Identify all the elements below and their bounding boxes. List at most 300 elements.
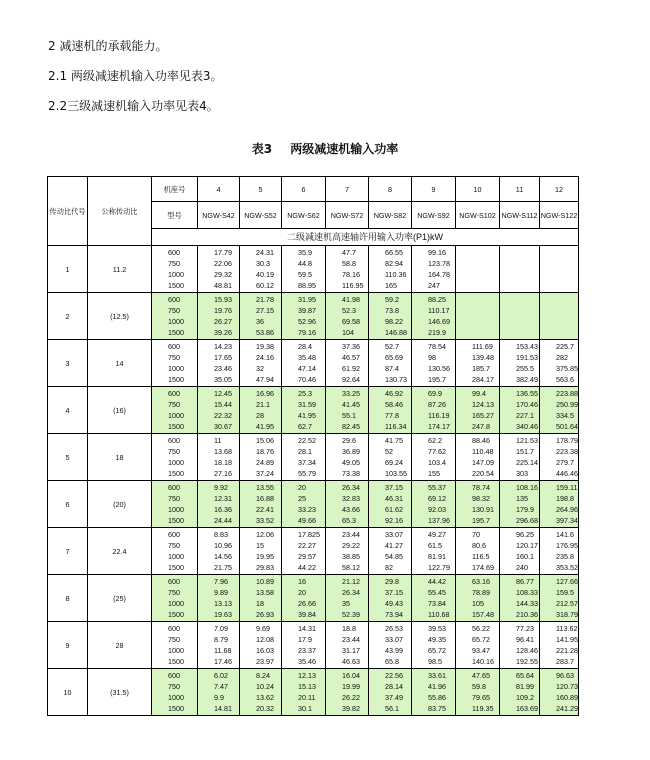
power-cell bbox=[540, 481, 579, 528]
power-value bbox=[516, 280, 539, 291]
power-value: 52.39 bbox=[342, 610, 360, 619]
power-value: 116.5 bbox=[472, 552, 490, 561]
power-value: 17.46 bbox=[214, 657, 232, 666]
ratio-cell: (12.5) bbox=[88, 293, 152, 340]
power-cell bbox=[240, 528, 282, 575]
power-value bbox=[472, 327, 499, 338]
power-value: 35 bbox=[342, 599, 350, 608]
power-value: 141.6 bbox=[556, 530, 574, 539]
power-value bbox=[472, 258, 499, 269]
power-value: 16.36 bbox=[214, 505, 232, 514]
table-row bbox=[48, 434, 579, 481]
power-value: 130.91 bbox=[472, 505, 494, 514]
power-value: 127.66 bbox=[556, 577, 578, 586]
code-cell: 9 bbox=[48, 622, 88, 669]
power-value: 10.89 bbox=[256, 577, 274, 586]
speed-value: 1500 bbox=[168, 610, 184, 619]
speed-value: 1000 bbox=[168, 646, 184, 655]
power-value: 88.25 bbox=[428, 295, 446, 304]
speed-value: 1500 bbox=[168, 328, 184, 337]
power-value: 16.96 bbox=[256, 389, 274, 398]
section-heading: 2 减速机的承载能力。 bbox=[48, 39, 168, 53]
power-value: 17.65 bbox=[214, 353, 232, 362]
power-cell bbox=[500, 340, 540, 387]
power-cell bbox=[240, 434, 282, 481]
power-value: 65.72 bbox=[428, 646, 446, 655]
power-cell bbox=[198, 622, 240, 669]
power-value: 23.46 bbox=[214, 364, 232, 373]
power-cell bbox=[240, 246, 282, 293]
power-value: 174.17 bbox=[428, 422, 450, 431]
power-value: 54.85 bbox=[385, 552, 403, 561]
power-value: 19.95 bbox=[256, 552, 274, 561]
speed-value: 1500 bbox=[168, 422, 184, 431]
power-value: 99.4 bbox=[472, 389, 486, 398]
power-cell bbox=[326, 622, 369, 669]
power-value: 35.46 bbox=[298, 657, 316, 666]
power-value: 58.8 bbox=[342, 259, 356, 268]
power-value: 92.03 bbox=[428, 505, 446, 514]
power-cell bbox=[326, 575, 369, 622]
power-cell bbox=[198, 669, 240, 716]
power-value: 108.16 bbox=[516, 483, 538, 492]
power-value: 120.73 bbox=[556, 682, 578, 691]
power-value: 147.09 bbox=[472, 458, 494, 467]
power-value: 70.46 bbox=[298, 375, 316, 384]
power-value: 14.81 bbox=[214, 704, 232, 713]
power-value: 49.35 bbox=[428, 635, 446, 644]
power-value: 223.38 bbox=[556, 447, 578, 456]
power-cell bbox=[282, 246, 326, 293]
power-value: 210.36 bbox=[516, 610, 538, 619]
power-value: 28.14 bbox=[385, 682, 403, 691]
speed-value: 750 bbox=[168, 447, 180, 456]
power-value: 96.63 bbox=[556, 671, 574, 680]
power-value: 296.68 bbox=[516, 516, 538, 525]
power-value: 73.8 bbox=[385, 306, 399, 315]
power-value: 136.55 bbox=[516, 389, 538, 398]
power-value bbox=[556, 294, 578, 305]
power-cell bbox=[456, 246, 500, 293]
power-value: 58.12 bbox=[342, 563, 360, 572]
power-value: 62.7 bbox=[298, 422, 312, 431]
speed-value: 1000 bbox=[168, 411, 184, 420]
code-cell: 8 bbox=[48, 575, 88, 622]
speed-value: 1000 bbox=[168, 552, 184, 561]
speed-cell bbox=[152, 575, 198, 622]
power-value: 9.89 bbox=[214, 588, 228, 597]
power-cell bbox=[456, 340, 500, 387]
speed-value: 600 bbox=[168, 577, 180, 586]
frame-no: 11 bbox=[500, 177, 540, 202]
power-value: 375.85 bbox=[556, 364, 578, 373]
power-value: 176.95 bbox=[556, 541, 578, 550]
power-value: 21.75 bbox=[214, 563, 232, 572]
speed-value: 1000 bbox=[168, 458, 184, 467]
power-value: 160.89 bbox=[556, 693, 578, 702]
speed-value: 1500 bbox=[168, 281, 184, 290]
power-value: 563.6 bbox=[556, 375, 574, 384]
power-value: 110.36 bbox=[385, 270, 407, 279]
table-caption: 表3 两级减速机输入功率 bbox=[251, 142, 399, 156]
power-value: 52.7 bbox=[385, 342, 399, 351]
power-value: 31.95 bbox=[298, 295, 316, 304]
power-value: 116.34 bbox=[385, 422, 407, 431]
power-value: 61.5 bbox=[428, 541, 442, 550]
power-value: 7.47 bbox=[214, 682, 228, 691]
power-value: 192.55 bbox=[516, 657, 538, 666]
frame-no: 5 bbox=[240, 177, 282, 202]
power-value: 65.8 bbox=[385, 657, 399, 666]
power-cell bbox=[198, 293, 240, 340]
power-value bbox=[556, 280, 578, 291]
power-value: 26.22 bbox=[342, 693, 360, 702]
power-value: 26.34 bbox=[342, 588, 360, 597]
power-cell bbox=[369, 669, 412, 716]
unit-row: 二级减速机高速轴许用输入功率(P1)kW bbox=[152, 229, 579, 246]
power-value: 41.95 bbox=[256, 422, 274, 431]
power-value: 111.69 bbox=[472, 342, 493, 351]
power-value: 92.64 bbox=[342, 375, 360, 384]
power-value: 20 bbox=[298, 483, 306, 492]
speed-value: 1000 bbox=[168, 270, 184, 279]
power-cell bbox=[282, 622, 326, 669]
power-value: 12.45 bbox=[214, 389, 232, 398]
table-row bbox=[48, 293, 579, 340]
power-cell bbox=[412, 528, 456, 575]
power-value: 69.58 bbox=[342, 317, 360, 326]
power-cell bbox=[540, 669, 579, 716]
ratio-cell: (16) bbox=[88, 387, 152, 434]
power-value bbox=[472, 280, 499, 291]
power-value: 33.61 bbox=[428, 671, 446, 680]
power-value: 282 bbox=[556, 353, 568, 362]
power-value: 65.3 bbox=[342, 516, 356, 525]
power-value: 30.1 bbox=[298, 704, 312, 713]
power-value: 105 bbox=[472, 599, 484, 608]
power-value bbox=[516, 327, 539, 338]
power-value: 46.31 bbox=[385, 494, 403, 503]
power-value: 49.66 bbox=[298, 516, 316, 525]
power-value: 39.84 bbox=[298, 610, 316, 619]
power-value bbox=[472, 269, 499, 280]
power-cell bbox=[326, 481, 369, 528]
power-cell bbox=[198, 340, 240, 387]
power-value: 255.5 bbox=[516, 364, 534, 373]
power-value: 22.41 bbox=[256, 505, 274, 514]
power-value: 28.1 bbox=[298, 447, 312, 456]
power-value: 146.88 bbox=[385, 328, 407, 337]
power-value: 225.7 bbox=[556, 342, 574, 351]
power-value: 79.65 bbox=[472, 693, 490, 702]
power-value: 13.68 bbox=[214, 447, 232, 456]
power-value: 81.99 bbox=[516, 682, 534, 691]
power-value: 21.1 bbox=[256, 400, 270, 409]
power-value: 17.79 bbox=[214, 248, 232, 257]
power-value: 28.4 bbox=[298, 342, 312, 351]
power-value: 19.63 bbox=[214, 610, 232, 619]
power-value: 18.8 bbox=[342, 624, 356, 633]
power-value: 83.75 bbox=[428, 704, 446, 713]
power-value: 12.06 bbox=[256, 530, 274, 539]
power-cell bbox=[500, 387, 540, 434]
power-value: 80.6 bbox=[472, 541, 486, 550]
power-cell bbox=[282, 387, 326, 434]
power-value: 96.41 bbox=[516, 635, 534, 644]
power-value: 15.93 bbox=[214, 295, 232, 304]
speed-value: 1500 bbox=[168, 469, 184, 478]
power-cell bbox=[456, 387, 500, 434]
power-cell bbox=[369, 340, 412, 387]
power-cell bbox=[540, 575, 579, 622]
speed-value: 600 bbox=[168, 624, 180, 633]
frame-no: 7 bbox=[326, 177, 369, 202]
power-value: 44.42 bbox=[428, 577, 446, 586]
frame-no: 8 bbox=[369, 177, 412, 202]
power-cell bbox=[412, 340, 456, 387]
code-cell: 2 bbox=[48, 293, 88, 340]
power-value: 47.65 bbox=[472, 671, 490, 680]
power-value: 159.11 bbox=[556, 483, 578, 492]
power-cell bbox=[500, 246, 540, 293]
ratio-cell: 28 bbox=[88, 622, 152, 669]
power-value: 10.96 bbox=[214, 541, 232, 550]
speed-value: 600 bbox=[168, 671, 180, 680]
power-value: 247 bbox=[428, 281, 440, 290]
power-value: 39.53 bbox=[428, 624, 446, 633]
table-row bbox=[48, 340, 579, 387]
ratio-cell: 22.4 bbox=[88, 528, 152, 575]
power-value: 11.68 bbox=[214, 646, 232, 655]
power-value bbox=[516, 258, 539, 269]
power-value: 137.96 bbox=[428, 516, 450, 525]
power-cell bbox=[500, 669, 540, 716]
power-value: 39.26 bbox=[214, 328, 232, 337]
power-value bbox=[556, 305, 578, 316]
power-value: 37.15 bbox=[385, 588, 403, 597]
power-value: 77.62 bbox=[428, 447, 446, 456]
power-value: 22.32 bbox=[214, 411, 232, 420]
power-cell bbox=[500, 528, 540, 575]
power-cell bbox=[412, 575, 456, 622]
speed-cell bbox=[152, 622, 198, 669]
power-value: 279.7 bbox=[556, 458, 574, 467]
power-value: 52.3 bbox=[342, 306, 356, 315]
power-value: 23.44 bbox=[342, 530, 360, 539]
power-value: 24.16 bbox=[256, 353, 274, 362]
power-value: 33.07 bbox=[385, 635, 403, 644]
power-value: 159.5 bbox=[556, 588, 574, 597]
power-value: 26.53 bbox=[385, 624, 403, 633]
power-cell bbox=[198, 246, 240, 293]
power-cell bbox=[456, 293, 500, 340]
power-cell bbox=[326, 293, 369, 340]
code-cell: 7 bbox=[48, 528, 88, 575]
power-value: 29.22 bbox=[342, 541, 360, 550]
power-value: 26.66 bbox=[298, 599, 316, 608]
power-cell bbox=[282, 669, 326, 716]
power-value: 9.92 bbox=[214, 483, 228, 492]
power-value: 15.44 bbox=[214, 400, 232, 409]
power-value: 221.28 bbox=[556, 646, 578, 655]
power-value: 39.87 bbox=[298, 306, 316, 315]
power-cell bbox=[240, 481, 282, 528]
power-value: 59.5 bbox=[298, 270, 312, 279]
code-cell: 4 bbox=[48, 387, 88, 434]
power-value: 70 bbox=[472, 530, 480, 539]
power-value: 98.5 bbox=[428, 657, 442, 666]
speed-value: 600 bbox=[168, 483, 180, 492]
speed-value: 750 bbox=[168, 541, 180, 550]
power-value: 73.38 bbox=[342, 469, 360, 478]
power-cell bbox=[540, 528, 579, 575]
code-cell: 10 bbox=[48, 669, 88, 716]
table-row bbox=[48, 387, 579, 434]
power-cell bbox=[540, 246, 579, 293]
power-value: 33.07 bbox=[385, 530, 403, 539]
power-cell bbox=[240, 293, 282, 340]
table-row bbox=[48, 246, 579, 293]
power-value: 81.91 bbox=[428, 552, 446, 561]
power-value: 130.73 bbox=[385, 375, 407, 384]
power-value: 98 bbox=[428, 353, 436, 362]
label-model: 型号 bbox=[152, 202, 198, 229]
power-value: 9.9 bbox=[214, 693, 224, 702]
power-cell bbox=[240, 340, 282, 387]
power-value: 20.32 bbox=[256, 704, 274, 713]
code-cell: 1 bbox=[48, 246, 88, 293]
power-value bbox=[556, 258, 578, 269]
power-value: 29.57 bbox=[298, 552, 316, 561]
power-value: 26.27 bbox=[214, 317, 232, 326]
power-value: 19.38 bbox=[256, 342, 274, 351]
power-value: 334.5 bbox=[556, 411, 574, 420]
power-value: 247.8 bbox=[472, 422, 490, 431]
power-value: 10.24 bbox=[256, 682, 274, 691]
power-value: 31.17 bbox=[342, 646, 360, 655]
ratio-cell: (20) bbox=[88, 481, 152, 528]
power-value bbox=[556, 247, 578, 258]
power-value: 113.62 bbox=[556, 624, 578, 633]
power-value: 122.79 bbox=[428, 563, 450, 572]
power-value: 165 bbox=[385, 281, 397, 290]
power-value: 35.05 bbox=[214, 375, 232, 384]
speed-value: 1500 bbox=[168, 704, 184, 713]
power-value: 59.8 bbox=[472, 682, 486, 691]
power-value: 49.43 bbox=[385, 599, 403, 608]
power-value: 163.69 bbox=[516, 704, 538, 713]
speed-value: 750 bbox=[168, 353, 180, 362]
power-value: 21.12 bbox=[342, 577, 360, 586]
power-value: 157.48 bbox=[472, 610, 494, 619]
power-cell bbox=[540, 293, 579, 340]
power-value bbox=[516, 316, 539, 327]
input-power-table bbox=[47, 176, 579, 716]
power-value: 47.14 bbox=[298, 364, 316, 373]
power-value: 28 bbox=[256, 411, 264, 420]
power-value: 250.99 bbox=[556, 400, 578, 409]
table-row bbox=[48, 575, 579, 622]
power-value: 82.94 bbox=[385, 259, 403, 268]
power-value: 284.17 bbox=[472, 375, 494, 384]
power-cell bbox=[326, 528, 369, 575]
power-value: 59.2 bbox=[385, 295, 399, 304]
power-value: 44.8 bbox=[298, 259, 312, 268]
power-value: 195.7 bbox=[428, 375, 446, 384]
power-value: 110.68 bbox=[428, 610, 450, 619]
power-cell bbox=[456, 575, 500, 622]
table-body bbox=[48, 177, 579, 716]
power-value: 223.88 bbox=[556, 389, 578, 398]
power-value: 18.18 bbox=[214, 458, 232, 467]
power-value: 382.49 bbox=[516, 375, 538, 384]
power-cell bbox=[412, 481, 456, 528]
code-cell: 5 bbox=[48, 434, 88, 481]
power-value: 87.26 bbox=[428, 400, 446, 409]
power-value: 12.08 bbox=[256, 635, 274, 644]
speed-value: 1500 bbox=[168, 657, 184, 666]
code-cell: 6 bbox=[48, 481, 88, 528]
power-value: 55.79 bbox=[298, 469, 316, 478]
power-cell bbox=[369, 528, 412, 575]
power-value: 121.53 bbox=[516, 436, 538, 445]
power-value: 56.1 bbox=[385, 704, 399, 713]
model-name: NGW-S62 bbox=[282, 202, 326, 229]
power-value: 22.52 bbox=[298, 436, 316, 445]
speed-cell bbox=[152, 293, 198, 340]
power-value: 241.29 bbox=[556, 704, 578, 713]
power-value: 56.22 bbox=[472, 624, 490, 633]
power-value bbox=[516, 294, 539, 305]
power-value: 35.9 bbox=[298, 248, 312, 257]
power-value: 36.89 bbox=[342, 447, 360, 456]
power-value: 170.46 bbox=[516, 400, 538, 409]
power-cell bbox=[369, 387, 412, 434]
power-value: 191.53 bbox=[516, 353, 538, 362]
power-value: 20.11 bbox=[298, 693, 316, 702]
ratio-cell: (25) bbox=[88, 575, 152, 622]
power-cell bbox=[198, 528, 240, 575]
power-cell bbox=[456, 481, 500, 528]
power-value: 140.16 bbox=[472, 657, 494, 666]
power-value: 15 bbox=[256, 541, 264, 550]
speed-value: 750 bbox=[168, 635, 180, 644]
ratio-cell: 14 bbox=[88, 340, 152, 387]
power-value: 212.57 bbox=[556, 599, 578, 608]
power-value: 22.27 bbox=[298, 541, 316, 550]
power-value: 12.31 bbox=[214, 494, 232, 503]
speed-value: 600 bbox=[168, 295, 180, 304]
power-value: 110.48 bbox=[472, 447, 494, 456]
power-value: 164.78 bbox=[428, 270, 450, 279]
power-value: 227.1 bbox=[516, 411, 534, 420]
power-value: 240 bbox=[516, 563, 528, 572]
power-value: 82 bbox=[385, 563, 393, 572]
power-value: 25.3 bbox=[298, 389, 312, 398]
model-name: NGW-S122 bbox=[540, 202, 579, 229]
power-cell bbox=[240, 387, 282, 434]
power-value: 155 bbox=[428, 469, 440, 478]
code-cell: 3 bbox=[48, 340, 88, 387]
power-value: 92.16 bbox=[385, 516, 403, 525]
power-value: 41.75 bbox=[385, 436, 403, 445]
power-value: 9.69 bbox=[256, 624, 270, 633]
power-value: 20 bbox=[298, 588, 306, 597]
power-value: 37.36 bbox=[342, 342, 360, 351]
speed-value: 600 bbox=[168, 342, 180, 351]
power-cell bbox=[456, 622, 500, 669]
speed-value: 750 bbox=[168, 259, 180, 268]
